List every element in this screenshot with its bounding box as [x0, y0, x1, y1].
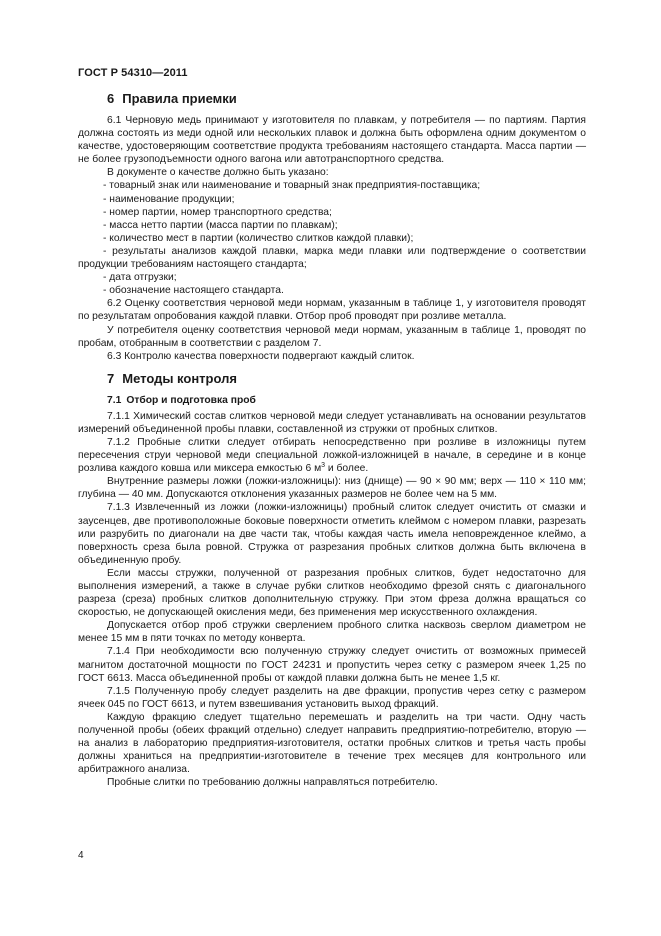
list-item: - обозначение настоящего стандарта. — [103, 285, 284, 297]
paragraph-7-1-3: 7.1.3 Извлеченный из ложки (ложки-изложницы) пробный слиток следует очистить от смазки и заусенцев, две противоположные боковые поверхности отметить клеймом с номером плавки, разрезать или разрубить по диагонали на две части так, чтобы каждая часть имела неповрежденное клеймо, а поверхность среза была ровной. Стружка от разрезания пробных слитков должна быть включена в объединенную пробу. — [78, 502, 586, 566]
subsection-7-1-heading — [78, 394, 586, 407]
list-item: - масса нетто партии (масса партии по плавкам); — [103, 219, 338, 231]
section-6-number: 6 — [107, 91, 115, 106]
paragraph-7-1-2-end: и более. — [325, 463, 369, 475]
section-7-heading — [78, 371, 586, 386]
list-item: - номер партии, номер транспортного средства; — [103, 206, 332, 218]
paragraph-6-2-consumer: У потребителя оценку соответствия черновой меди нормам, указанным в таблице 1, проводят по пробам, отобранным в соответствии с разделом 7. — [78, 324, 586, 349]
section-6-title: Правила приемки — [122, 91, 237, 106]
paragraph-ladle-dimensions: Внутренние размеры ложки (ложки-изложницы): низ (днище) — 90 × 90 мм; верх — 110 × 110 мм; глубина — 40 мм. Допускаются отклонения указанных размеров не более чем на 5 мм. — [78, 476, 586, 501]
subsection-7-1-number: 7.1 — [107, 394, 122, 406]
paragraph-chip-mass: Если массы стружки, полученной от разрезания пробных слитков, будет недостаточно для выполнения измерений, а также в случае рубки слитков необходимо фрезой снять с диагонального разреза (среза) пробных слитков дополнительную стружку. При этом фреза должна вращаться со скоростью, не допускающей окисления меди, без применения мер искусственного охлаждения. — [78, 567, 586, 619]
document-header: ГОСТ Р 54310—2011 — [78, 67, 188, 79]
list-item: - наименование продукции; — [103, 193, 235, 205]
document-body — [78, 91, 586, 790]
page-number: 4 — [78, 850, 84, 861]
subsection-7-1-title: Отбор и подготовка проб — [126, 394, 256, 406]
list-item: - дата отгрузки; — [103, 272, 177, 284]
paragraph-drilling: Допускается отбор проб стружки сверлением пробного слитка насквозь сверлом диаметром не менее 15 мм в пяти точках по методу конверта. — [78, 620, 586, 645]
paragraph-test-ingots: Пробные слитки по требованию должны направляться потребителю. — [107, 777, 438, 789]
paragraph-6-3: 6.3 Контролю качества поверхности подвергают каждый слиток. — [107, 350, 415, 362]
list-item: - результаты анализов каждой плавки, марка меди плавки или подтверждение о соответствии продукции требованиям настоящего стандарта; — [78, 245, 586, 271]
paragraph-7-1-2 — [78, 436, 586, 475]
section-6-heading — [78, 91, 586, 106]
paragraph-7-1-2-text: 7.1.2 Пробные слитки следует отбирать непосредственно при розливе в изложницы путем пересечения струи черновой меди специальной ложкой-изложницей в начале, в середине и в конце розлива каждого ковша или миксера емкостью 6 м — [78, 436, 586, 475]
paragraph-7-1-1: 7.1.1 Химический состав слитков черновой меди следует устанавливать на основании результатов измерений объединенной пробы плавки, составленной из стружки от пробных слитков. — [78, 410, 586, 435]
cubic-superscript: 3 — [321, 462, 326, 470]
list-item: - количество мест в партии (количество слитков каждой плавки); — [103, 232, 414, 244]
paragraph-7-1-5: 7.1.5 Полученную пробу следует разделить на две фракции, пропустив через сетку с размером ячеек 045 по ГОСТ 6613, и путем взвешивания установить выход фракций. — [78, 685, 586, 710]
paragraph-7-1-4: 7.1.4 При необходимости всю полученную стружку следует очистить от возможных примесей магнитом достаточной мощности по ГОСТ 24231 и пропустить через сетку с размером ячеек 1,25 по ГОСТ 6613. Масса объединенной пробы от каждой плавки должна быть не менее 1,5 кг. — [78, 646, 586, 684]
paragraph-quality-doc: В документе о качестве должно быть указано: — [107, 167, 329, 179]
paragraph-fractions: Каждую фракцию следует тщательно перемешать и разделить на три части. Одну часть полученной пробы (обеих фракций отдельно) следует направить предприятию-потребителю, вторую — на анализ в лабораторию предприятия-изготовителя, остатки пробных слитков и третья часть пробы должны храниться на предприятии-изготовителе в течение трех месяцев для контрольного или арбитражного анализа. — [78, 711, 586, 776]
section-7-number: 7 — [107, 370, 115, 386]
paragraph-6-2: 6.2 Оценку соответствия черновой меди нормам, указанным в таблице 1, у изготовителя проводят по результатам опробования каждой плавки. Отбор проб проводят при розливе металла. — [78, 298, 586, 323]
paragraph-6-1: 6.1 Черновую медь принимают у изготовителя по плавкам, у потребителя — по партиям. Партия должна состоять из меди одной или нескольких плавок и должна быть оформлена одним документом о качестве, удостоверяющим соответствие продукта требованиям настоящего стандарта. Масса партии — не более грузоподъемности одного вагона или автотранспортного средства. — [78, 115, 586, 166]
list-item: - товарный знак или наименование и товарный знак предприятия-поставщика; — [103, 180, 481, 192]
section-7-title: Методы контроля — [122, 370, 237, 386]
